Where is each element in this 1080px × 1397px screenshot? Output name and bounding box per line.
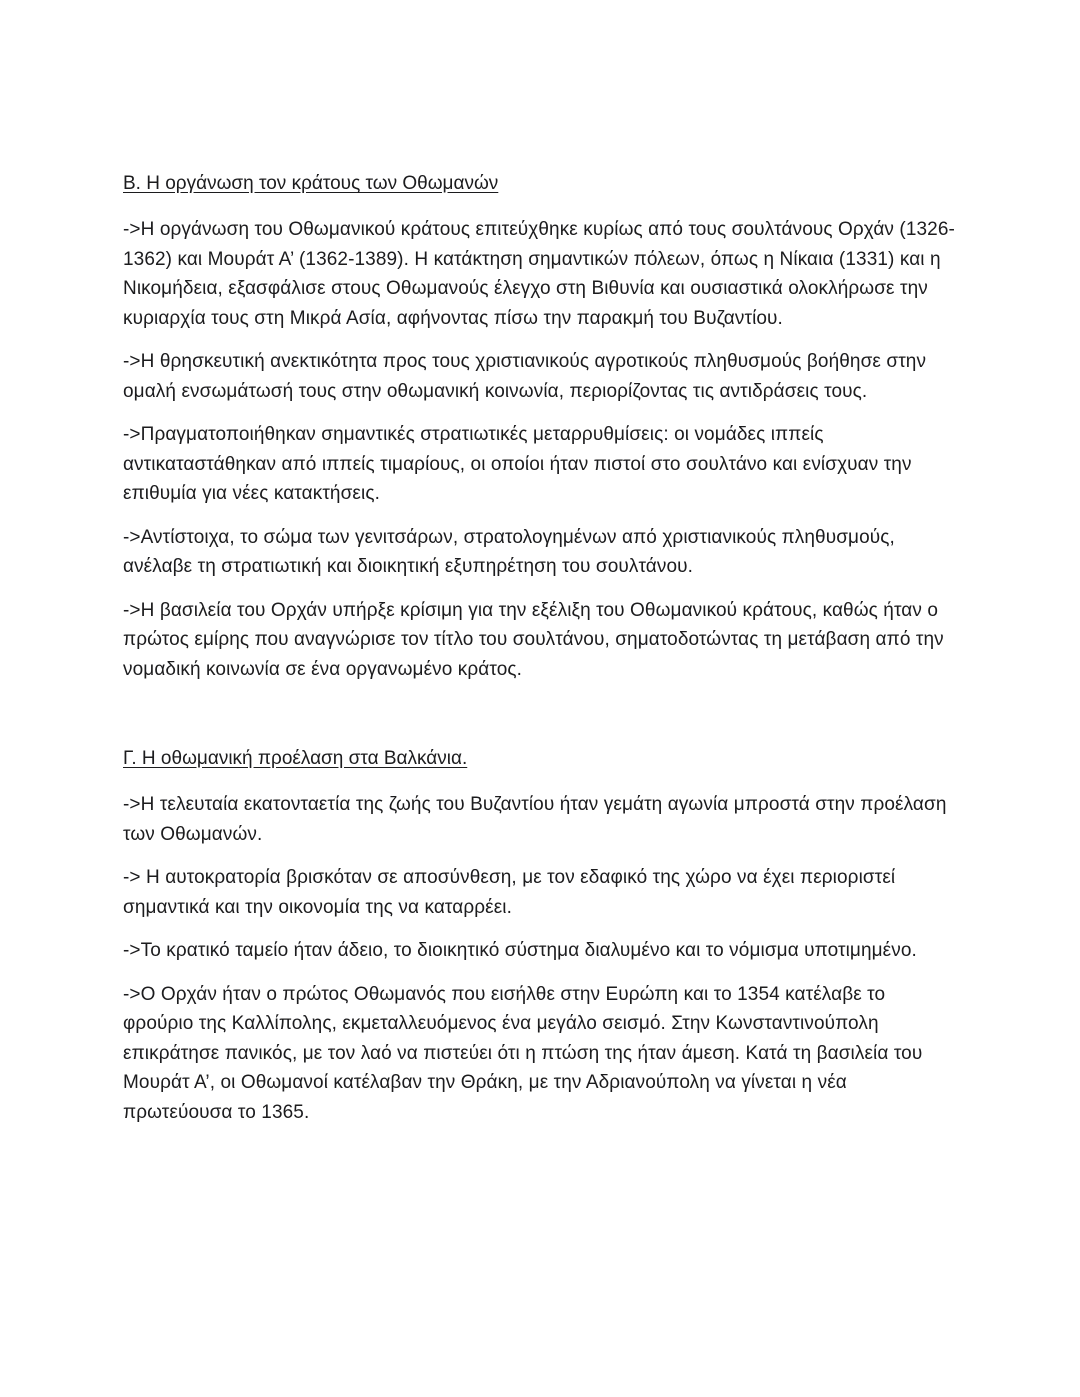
paragraph-c3: ->Το κρατικό ταμείο ήταν άδειο, το διοικητικό σύστημα διαλυμένο και το νόμισμα υποτιμημένο. [123, 940, 917, 961]
paragraph-c4: ->Ο Ορχάν ήταν ο πρώτος Οθωμανός που εισήλθε στην Ευρώπη και το 1354 κατέλαβε το φρούριο της Καλλίπολης, εκμεταλλευόμενος ένα μεγάλο σεισμό. Στην Κωνσταντινούπολη επικράτησε πανικός, με τον λαό να πιστεύει ότι η πτώση της ήταν άμεση. Κατά τη βασιλεία του Μουράτ Α’, οι Οθωμανοί κατέλαβαν την Θράκη, με την Αδριανούπολη να γίνεται η νέα πρωτεύουσα το 1365. [123, 983, 923, 1123]
section-heading-c: Γ. Η οθωμανική προέλαση στα Βαλκάνια. [123, 748, 468, 769]
section-ottoman-advance-balkans [123, 744, 958, 1127]
section-heading-b: Β. Η οργάνωση τον κράτους των Οθωμανών [123, 173, 499, 194]
paragraph-b2: ->Η θρησκευτική ανεκτικότητα προς τους χριστιανικούς αγροτικούς πληθυσμούς βοήθησε στην ομαλή ενσωμάτωσή τους στην οθωμανική κοινωνία, περιορίζοντας τις αντιδράσεις τους. [123, 351, 927, 402]
paragraph-b1: ->Η οργάνωση του Οθωμανικού κράτους επιτεύχθηκε κυρίως από τους σουλτάνους Ορχάν (1326-1362) και Μουράτ Α’ (1362-1389). Η κατάκτηση σημαντικών πόλεων, όπως η Νίκαια (1331) και η Νικομήδεια, εξασφάλισε στους Οθωμανούς έλεγχο στη Βιθυνία και ουσιαστικά ολοκλήρωσε την κυριαρχία τους στη Μικρά Ασία, αφήνοντας πίσω την παρακμή του Βυζαντίου. [123, 219, 955, 329]
paragraph-c1: ->Η τελευταία εκατονταετία της ζωής του Βυζαντίου ήταν γεμάτη αγωνία μπροστά στην προέλαση των Οθωμανών. [123, 794, 947, 845]
paragraph-b5: ->Η βασιλεία του Ορχάν υπήρξε κρίσιμη για την εξέλιξη του Οθωμανικού κράτους, καθώς ήταν ο πρώτος εμίρης που αναγνώρισε τον τίτλο του σουλτάνου, σηματοδοτώντας τη μετάβαση από την νομαδική κοινωνία σε ένα οργανωμένο κράτος. [123, 599, 944, 680]
section-divider-space [123, 698, 958, 744]
section-ottoman-state-organization [123, 169, 958, 684]
paragraph-b4: ->Αντίστοιχα, το σώμα των γενιτσάρων, στρατολογημένων από χριστιανικούς πληθυσμούς, ανέλαβε τη στρατιωτική και διοικητική εξυπηρέτηση του σουλτάνου. [123, 526, 895, 577]
paragraph-b3: ->Πραγματοποιήθηκαν σημαντικές στρατιωτικές μεταρρυθμίσεις: οι νομάδες ιππείς αντικαταστάθηκαν από ιππείς τιμαρίους, οι οποίοι ήταν πιστοί στο σουλτάνο και ενίσχυαν την επιθυμία για νέες κατακτήσεις. [123, 424, 912, 504]
paragraph-c2: -> Η αυτοκρατορία βρισκόταν σε αποσύνθεση, με τον εδαφικό της χώρο να έχει περιοριστεί σημαντικά και την οικονομία της να καταρρέει. [123, 867, 896, 918]
